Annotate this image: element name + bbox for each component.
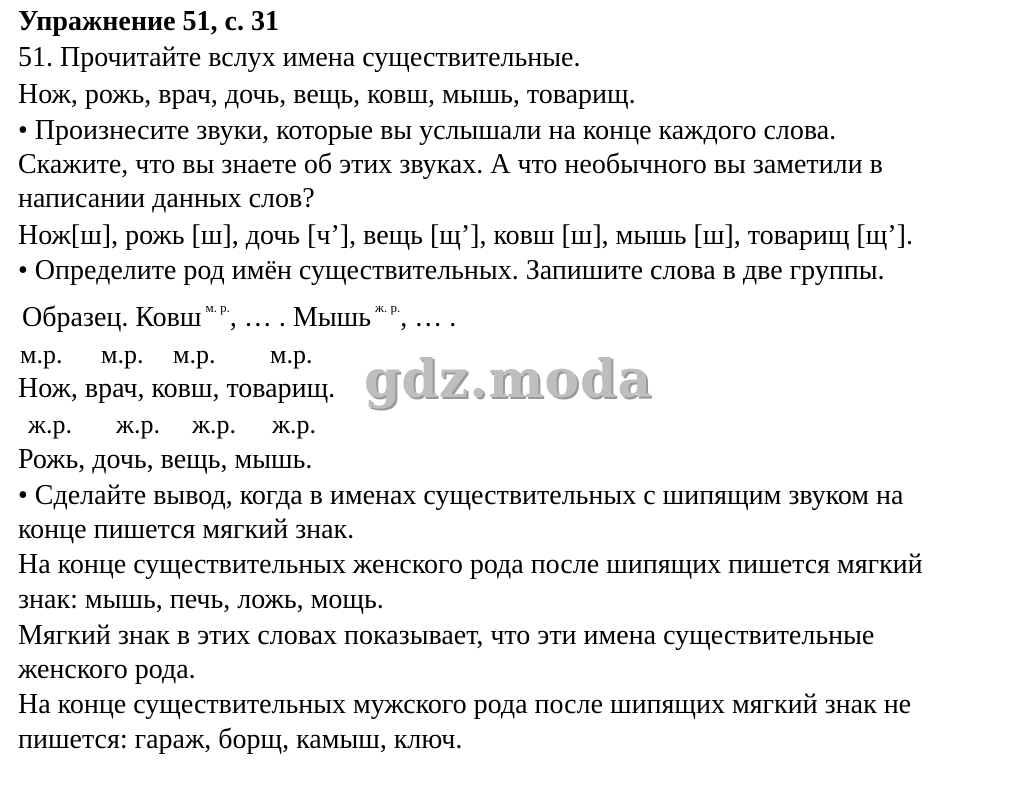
- gender-label: м.р.: [270, 340, 313, 369]
- gender-label: ж.р.: [192, 410, 236, 439]
- answer-line-1a: На конце существительных женского рода после шипящих пишется мягкий: [18, 549, 923, 580]
- task-line-1: 51. Прочитайте вслух имена существительные.: [18, 42, 581, 73]
- sounds-line: Нож[ш], рожь [ш], дочь [ч’], вещь [щ’], ковш [ш], мышь [ш], товарищ [щ’].: [18, 220, 913, 251]
- task-line-2: • Произнесите звуки, которые вы услышали на конце каждого слова.: [18, 115, 837, 146]
- answer-line-1b: знак: мышь, печь, ложь, мощь.: [18, 584, 384, 615]
- sample-suffix: , … .: [400, 302, 457, 333]
- gender-label: ж.р.: [116, 410, 160, 439]
- task-line-7: конце пишется мягкий знак.: [18, 514, 355, 545]
- watermark-logo: gdz.moda: [364, 349, 653, 410]
- sample-prefix: Образец. Ковш: [22, 302, 202, 333]
- feminine-words: Рожь, дочь, вещь, мышь.: [18, 444, 313, 475]
- gender-label: м.р.: [173, 340, 216, 369]
- masculine-words: Нож, врач, ковш, товарищ.: [18, 373, 336, 404]
- gender-label: м.р.: [20, 340, 63, 369]
- task-line-4: написании данных слов?: [18, 183, 315, 214]
- sample-middle: , … . Мышь: [229, 302, 371, 333]
- words-line: Нож, рожь, врач, дочь, вещь, ковш, мышь, товарищ.: [18, 79, 636, 110]
- answer-line-2a: Мягкий знак в этих словах показывает, что эти имена существительные: [18, 620, 875, 651]
- gender-label: ж.р.: [28, 410, 72, 439]
- gender-label: м.р.: [101, 340, 144, 369]
- answer-line-3a: На конце существительных мужского рода после шипящих мягкий знак не: [18, 689, 912, 720]
- task-line-3: Скажите, что вы знаете об этих звуках. А что необычного вы заметили в: [18, 149, 883, 180]
- task-line-6: • Сделайте вывод, когда в именах существительных с шипящим звуком на: [18, 480, 904, 511]
- sample-sup-masculine: м. р.: [205, 300, 230, 315]
- answer-line-3b: пишется: гараж, борщ, камыш, ключ.: [18, 724, 463, 755]
- exercise-title: Упражнение 51, с. 31: [18, 6, 279, 37]
- gender-label: ж.р.: [272, 410, 316, 439]
- task-line-5: • Определите род имён существительных. Запишите слова в две группы.: [18, 255, 885, 286]
- sample-line: [22, 302, 456, 338]
- sample-sup-feminine: ж. р.: [374, 300, 401, 315]
- answer-line-2b: женского рода.: [18, 654, 196, 685]
